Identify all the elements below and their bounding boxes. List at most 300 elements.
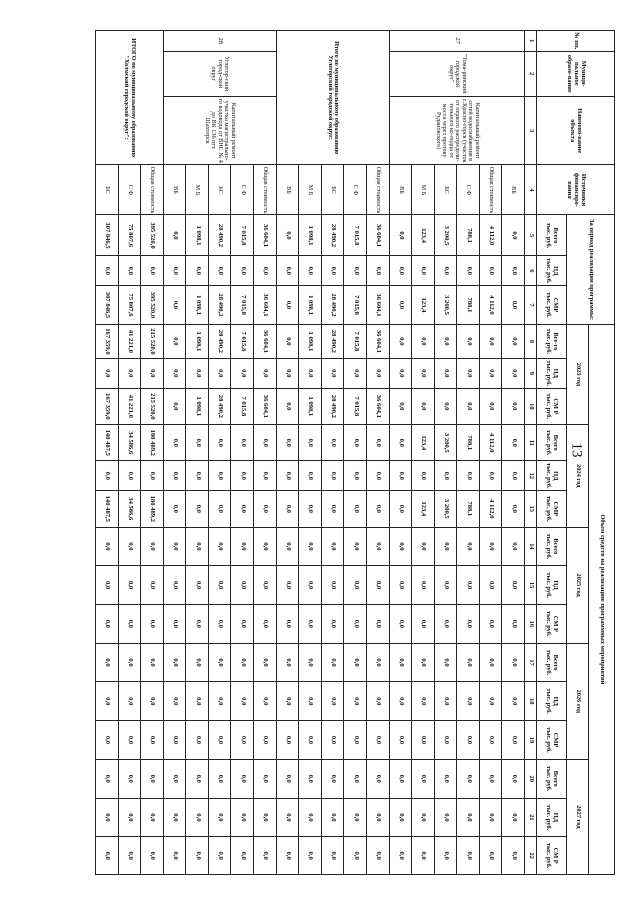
value-cell: 0,0 bbox=[457, 682, 480, 721]
value-cell: 0,0 bbox=[163, 324, 186, 358]
value-cell: 3 200,5 bbox=[434, 215, 457, 256]
source-cell: С Ф bbox=[457, 165, 480, 215]
value-cell: 0,0 bbox=[186, 527, 209, 566]
column-index-cell: 12 bbox=[525, 461, 537, 491]
value-cell: 75 807,6 bbox=[118, 286, 141, 325]
value-cell: 0,0 bbox=[186, 359, 209, 389]
value-cell: 0,0 bbox=[457, 324, 480, 358]
value-cell: 180 489,2 bbox=[141, 425, 164, 461]
value-cell: 0,0 bbox=[96, 527, 119, 566]
value-cell: 0,0 bbox=[344, 527, 367, 566]
value-cell: 0,0 bbox=[276, 256, 299, 286]
column-index-cell: 13 bbox=[525, 491, 537, 527]
value-cell: 7 015,8 bbox=[231, 215, 254, 256]
table-body bbox=[96, 31, 525, 875]
value-cell: 0,0 bbox=[366, 759, 389, 798]
value-cell: 7 015,8 bbox=[231, 388, 254, 424]
column-index-cell: 21 bbox=[525, 798, 537, 837]
column-index-cell: 20 bbox=[525, 759, 537, 798]
value-cell: 0,0 bbox=[412, 256, 435, 286]
value-cell: 0,0 bbox=[163, 604, 186, 643]
sub-smr-header: СМ Р тыс. руб. bbox=[537, 837, 567, 875]
value-cell: 0,0 bbox=[389, 256, 412, 286]
value-cell: 0,0 bbox=[389, 798, 412, 837]
sub-smr-header: СМР тыс. руб. bbox=[537, 286, 567, 325]
column-index-cell: 18 bbox=[525, 682, 537, 721]
value-cell: 0,0 bbox=[254, 837, 277, 875]
value-cell: 0,0 bbox=[208, 491, 231, 527]
column-index-cell: 22 bbox=[525, 837, 537, 875]
value-cell: 0,0 bbox=[479, 359, 502, 389]
value-cell: 0,0 bbox=[299, 425, 322, 461]
value-cell: 0,0 bbox=[412, 643, 435, 682]
value-cell: 215 520,0 bbox=[141, 324, 164, 358]
value-cell: 0,0 bbox=[389, 491, 412, 527]
value-cell: 0,0 bbox=[389, 643, 412, 682]
value-cell: 0,0 bbox=[434, 682, 457, 721]
value-cell: 0,0 bbox=[163, 759, 186, 798]
value-cell: 0,0 bbox=[208, 798, 231, 837]
value-cell: 0,0 bbox=[389, 388, 412, 424]
value-cell: 0,0 bbox=[434, 604, 457, 643]
sub-total-header: Всего тыс. руб. bbox=[537, 527, 567, 566]
value-cell: 0,0 bbox=[96, 643, 119, 682]
value-cell: 3 200,5 bbox=[434, 425, 457, 461]
value-cell: 0,0 bbox=[412, 721, 435, 760]
column-index-cell: 16 bbox=[525, 604, 537, 643]
value-cell: 0,0 bbox=[231, 359, 254, 389]
value-cell: 0,0 bbox=[163, 388, 186, 424]
value-cell: 0,0 bbox=[434, 837, 457, 875]
value-cell: 0,0 bbox=[118, 566, 141, 605]
value-cell: 0,0 bbox=[254, 461, 277, 491]
value-cell: 0,0 bbox=[208, 359, 231, 389]
value-cell: 0,0 bbox=[208, 461, 231, 491]
value-cell: 0,0 bbox=[141, 256, 164, 286]
value-cell: 0,0 bbox=[344, 682, 367, 721]
value-cell: 0,0 bbox=[118, 461, 141, 491]
value-cell: 0,0 bbox=[366, 604, 389, 643]
value-cell: 0,0 bbox=[502, 759, 525, 798]
value-cell: 0,0 bbox=[457, 461, 480, 491]
value-cell: 0,0 bbox=[502, 215, 525, 256]
value-cell: 41 221,0 bbox=[118, 388, 141, 424]
column-index-cell: 14 bbox=[525, 527, 537, 566]
value-cell: 0,0 bbox=[186, 461, 209, 491]
value-cell: 0,0 bbox=[96, 461, 119, 491]
column-index-cell: 3 bbox=[525, 97, 537, 165]
section-total-label: ИТОГО по муниципальному образованию "Холмский городской округ": bbox=[96, 31, 164, 165]
value-cell: 0,0 bbox=[276, 527, 299, 566]
value-cell: 0,0 bbox=[163, 682, 186, 721]
col-source-header: Источники финансиро-вания bbox=[537, 165, 615, 215]
col-object-header: Наимено-вание объекта bbox=[537, 97, 615, 165]
value-cell: 1 098,1 bbox=[186, 388, 209, 424]
value-cell: 0,0 bbox=[321, 837, 344, 875]
value-cell: 0,0 bbox=[208, 256, 231, 286]
value-cell: 0,0 bbox=[118, 837, 141, 875]
value-cell: 0,0 bbox=[254, 359, 277, 389]
value-cell: 0,0 bbox=[344, 566, 367, 605]
value-cell: 307 846,5 bbox=[96, 286, 119, 325]
value-cell: 788,1 bbox=[457, 286, 480, 325]
value-cell: 0,0 bbox=[321, 491, 344, 527]
value-cell: 0,0 bbox=[502, 388, 525, 424]
source-cell: С Ф bbox=[231, 165, 254, 215]
year-2026-header: 2026 год bbox=[567, 643, 589, 759]
value-cell: 0,0 bbox=[457, 643, 480, 682]
column-index-cell: 6 bbox=[525, 256, 537, 286]
value-cell: 0,0 bbox=[299, 798, 322, 837]
value-cell: 0,0 bbox=[366, 461, 389, 491]
table-row bbox=[254, 31, 277, 875]
value-cell: 0,0 bbox=[479, 527, 502, 566]
column-index-cell: 11 bbox=[525, 425, 537, 461]
value-cell: 0,0 bbox=[276, 286, 299, 325]
value-cell: 0,0 bbox=[389, 527, 412, 566]
source-cell: Общая стоимость bbox=[479, 165, 502, 215]
value-cell: 0,0 bbox=[276, 215, 299, 256]
column-index-cell: 5 bbox=[525, 215, 537, 256]
total-period-header: За период реализации программы: bbox=[567, 215, 615, 324]
source-cell: М Б bbox=[412, 165, 435, 215]
value-cell: 0,0 bbox=[299, 256, 322, 286]
sub-pd-header: ПД тыс. руб. bbox=[537, 359, 567, 389]
sub-pd-header: ПД тыс. руб. bbox=[537, 461, 567, 491]
value-cell: 0,0 bbox=[118, 798, 141, 837]
value-cell: 36 604,1 bbox=[366, 286, 389, 325]
value-cell: 0,0 bbox=[186, 643, 209, 682]
col-municipality-header: Муници-пальное образо-вание bbox=[537, 51, 615, 97]
funds-group-header: Объем средств на реализацию программных мероприятий bbox=[589, 324, 615, 874]
value-cell: 28 490,2 bbox=[321, 286, 344, 325]
value-cell: 0,0 bbox=[141, 461, 164, 491]
value-cell: 0,0 bbox=[141, 527, 164, 566]
value-cell: 0,0 bbox=[118, 643, 141, 682]
sub-pd-header: ПД тыс. руб. bbox=[537, 566, 567, 605]
source-cell: ВБ bbox=[502, 165, 525, 215]
value-cell: 0,0 bbox=[186, 566, 209, 605]
value-cell: 788,1 bbox=[457, 425, 480, 461]
value-cell: 0,0 bbox=[299, 461, 322, 491]
source-cell: ВБ bbox=[389, 165, 412, 215]
value-cell: 0,0 bbox=[299, 604, 322, 643]
value-cell: 0,0 bbox=[163, 491, 186, 527]
value-cell: 0,0 bbox=[412, 461, 435, 491]
value-cell: 0,0 bbox=[254, 759, 277, 798]
value-cell: 0,0 bbox=[457, 566, 480, 605]
value-cell: 0,0 bbox=[321, 527, 344, 566]
value-cell: 0,0 bbox=[457, 759, 480, 798]
value-cell: 0,0 bbox=[118, 721, 141, 760]
value-cell: 0,0 bbox=[502, 359, 525, 389]
value-cell: 788,1 bbox=[457, 215, 480, 256]
value-cell: 0,0 bbox=[502, 286, 525, 325]
value-cell: 0,0 bbox=[96, 566, 119, 605]
value-cell: 0,0 bbox=[412, 682, 435, 721]
value-cell: 0,0 bbox=[502, 798, 525, 837]
value-cell: 28 490,2 bbox=[208, 286, 231, 325]
value-cell: 36 604,1 bbox=[254, 286, 277, 325]
value-cell: 0,0 bbox=[208, 643, 231, 682]
value-cell: 0,0 bbox=[299, 643, 322, 682]
value-cell: 41 221,0 bbox=[118, 324, 141, 358]
value-cell: 0,0 bbox=[479, 256, 502, 286]
source-cell: С Ф bbox=[344, 165, 367, 215]
value-cell: 0,0 bbox=[457, 721, 480, 760]
value-cell: 0,0 bbox=[321, 798, 344, 837]
value-cell: 0,0 bbox=[208, 837, 231, 875]
value-cell: 0,0 bbox=[479, 682, 502, 721]
value-cell: 395 520,0 bbox=[141, 286, 164, 325]
value-cell: 0,0 bbox=[96, 682, 119, 721]
value-cell: 0,0 bbox=[412, 798, 435, 837]
sub-total-header: Все-го тыс. руб. bbox=[537, 324, 567, 358]
value-cell: 36 604,1 bbox=[366, 215, 389, 256]
value-cell: 0,0 bbox=[502, 566, 525, 605]
value-cell: 0,0 bbox=[118, 527, 141, 566]
value-cell: 0,0 bbox=[502, 604, 525, 643]
table-row bbox=[366, 31, 389, 875]
value-cell: 1 098,1 bbox=[299, 286, 322, 325]
value-cell: 0,0 bbox=[96, 837, 119, 875]
column-index-cell: 4 bbox=[525, 165, 537, 215]
value-cell: 0,0 bbox=[321, 643, 344, 682]
value-cell: 0,0 bbox=[366, 491, 389, 527]
value-cell: 0,0 bbox=[434, 759, 457, 798]
value-cell: 0,0 bbox=[276, 566, 299, 605]
value-cell: 0,0 bbox=[457, 604, 480, 643]
value-cell: 0,0 bbox=[208, 604, 231, 643]
value-cell: 0,0 bbox=[276, 461, 299, 491]
value-cell: 0,0 bbox=[231, 798, 254, 837]
value-cell: 0,0 bbox=[231, 643, 254, 682]
value-cell: 0,0 bbox=[208, 527, 231, 566]
value-cell: 7 015,8 bbox=[231, 286, 254, 325]
value-cell: 0,0 bbox=[186, 721, 209, 760]
value-cell: 0,0 bbox=[299, 837, 322, 875]
value-cell: 0,0 bbox=[479, 324, 502, 358]
value-cell: 0,0 bbox=[412, 527, 435, 566]
value-cell: 0,0 bbox=[96, 256, 119, 286]
value-cell: 36 604,1 bbox=[366, 388, 389, 424]
value-cell: 0,0 bbox=[96, 359, 119, 389]
value-cell: 0,0 bbox=[141, 643, 164, 682]
value-cell: 0,0 bbox=[163, 837, 186, 875]
value-cell: 0,0 bbox=[231, 721, 254, 760]
sub-pd-header: ПД тыс. руб. bbox=[537, 682, 567, 721]
value-cell: 0,0 bbox=[479, 461, 502, 491]
value-cell: 0,0 bbox=[254, 643, 277, 682]
value-cell: 0,0 bbox=[276, 491, 299, 527]
value-cell: 0,0 bbox=[389, 461, 412, 491]
value-cell: 0,0 bbox=[321, 759, 344, 798]
value-cell: 307 846,5 bbox=[96, 215, 119, 256]
source-cell: Общая стоимость bbox=[141, 165, 164, 215]
value-cell: 0,0 bbox=[299, 359, 322, 389]
municipality-cell: "Тома-ринский городской округ" bbox=[389, 51, 524, 97]
value-cell: 0,0 bbox=[479, 566, 502, 605]
sub-smr-header: СМ Р тыс. руб. bbox=[537, 388, 567, 424]
column-index-cell: 8 bbox=[525, 324, 537, 358]
value-cell: 0,0 bbox=[276, 721, 299, 760]
value-cell: 0,0 bbox=[479, 604, 502, 643]
value-cell: 34 586,6 bbox=[118, 491, 141, 527]
source-cell: БС bbox=[96, 165, 119, 215]
value-cell: 0,0 bbox=[208, 682, 231, 721]
value-cell: 0,0 bbox=[231, 759, 254, 798]
year-2025-header: 2025 год bbox=[567, 527, 589, 643]
value-cell: 0,0 bbox=[344, 256, 367, 286]
budget-table bbox=[95, 30, 615, 875]
value-cell: 0,0 bbox=[254, 798, 277, 837]
value-cell: 0,0 bbox=[366, 682, 389, 721]
value-cell: 0,0 bbox=[96, 759, 119, 798]
value-cell: 0,0 bbox=[231, 604, 254, 643]
value-cell: 0,0 bbox=[412, 759, 435, 798]
value-cell: 0,0 bbox=[434, 256, 457, 286]
value-cell: 167 359,0 bbox=[96, 388, 119, 424]
value-cell: 3 200,5 bbox=[434, 491, 457, 527]
value-cell: 7 015,8 bbox=[344, 388, 367, 424]
source-cell: С Ф bbox=[118, 165, 141, 215]
value-cell: 0,0 bbox=[186, 837, 209, 875]
value-cell: 0,0 bbox=[389, 837, 412, 875]
value-cell: 1 098,1 bbox=[299, 215, 322, 256]
value-cell: 28 490,2 bbox=[208, 388, 231, 424]
value-cell: 0,0 bbox=[163, 461, 186, 491]
value-cell: 0,0 bbox=[321, 461, 344, 491]
value-cell: 0,0 bbox=[321, 256, 344, 286]
column-index-cell: 10 bbox=[525, 388, 537, 424]
source-cell: БС bbox=[321, 165, 344, 215]
value-cell: 0,0 bbox=[96, 721, 119, 760]
value-cell: 0,0 bbox=[276, 604, 299, 643]
value-cell: 0,0 bbox=[321, 604, 344, 643]
value-cell: 0,0 bbox=[479, 388, 502, 424]
table-row bbox=[502, 31, 525, 875]
value-cell: 0,0 bbox=[141, 604, 164, 643]
value-cell: 0,0 bbox=[389, 721, 412, 760]
year-2027-header: 2027 год bbox=[567, 759, 589, 874]
value-cell: 123,4 bbox=[412, 491, 435, 527]
value-cell: 0,0 bbox=[502, 461, 525, 491]
value-cell: 0,0 bbox=[434, 527, 457, 566]
source-cell: Общая стоимость bbox=[254, 165, 277, 215]
value-cell: 0,0 bbox=[389, 604, 412, 643]
value-cell: 0,0 bbox=[366, 256, 389, 286]
value-cell: 0,0 bbox=[457, 388, 480, 424]
value-cell: 0,0 bbox=[254, 527, 277, 566]
column-index-cell: 9 bbox=[525, 359, 537, 389]
value-cell: 0,0 bbox=[412, 566, 435, 605]
value-cell: 4 112,0 bbox=[479, 425, 502, 461]
value-cell: 0,0 bbox=[502, 256, 525, 286]
value-cell: 0,0 bbox=[299, 682, 322, 721]
row-number: 27 bbox=[389, 31, 524, 52]
value-cell: 36 604,1 bbox=[254, 215, 277, 256]
value-cell: 0,0 bbox=[231, 682, 254, 721]
value-cell: 0,0 bbox=[457, 798, 480, 837]
sub-total-header: Всего тыс. руб. bbox=[537, 643, 567, 682]
value-cell: 0,0 bbox=[186, 798, 209, 837]
value-cell: 7 015,8 bbox=[344, 286, 367, 325]
column-index-cell: 15 bbox=[525, 566, 537, 605]
object-name-cell: Капитальный ремонт сетей водоснабжения в с.Красно-горск (участок от первого распредели-тельного ко-лодца от моста через протоку Рудановского) bbox=[389, 97, 524, 165]
value-cell: 0,0 bbox=[434, 643, 457, 682]
value-cell: 0,0 bbox=[276, 324, 299, 358]
value-cell: 0,0 bbox=[299, 527, 322, 566]
value-cell: 0,0 bbox=[502, 682, 525, 721]
value-cell: 0,0 bbox=[389, 566, 412, 605]
value-cell: 0,0 bbox=[434, 359, 457, 389]
column-index-cell: 17 bbox=[525, 643, 537, 682]
value-cell: 0,0 bbox=[96, 604, 119, 643]
value-cell: 0,0 bbox=[366, 527, 389, 566]
value-cell: 0,0 bbox=[502, 491, 525, 527]
value-cell: 0,0 bbox=[276, 682, 299, 721]
value-cell: 0,0 bbox=[366, 643, 389, 682]
value-cell: 36 604,1 bbox=[254, 324, 277, 358]
value-cell: 0,0 bbox=[141, 798, 164, 837]
value-cell: 0,0 bbox=[344, 643, 367, 682]
value-cell: 0,0 bbox=[434, 566, 457, 605]
value-cell: 123,4 bbox=[412, 286, 435, 325]
col-num-header: № пп. bbox=[537, 31, 615, 52]
value-cell: 0,0 bbox=[434, 388, 457, 424]
value-cell: 0,0 bbox=[254, 604, 277, 643]
value-cell: 0,0 bbox=[208, 721, 231, 760]
value-cell: 0,0 bbox=[479, 643, 502, 682]
year-2024-header: 2024 год bbox=[567, 425, 589, 527]
value-cell: 0,0 bbox=[502, 721, 525, 760]
object-name-cell: Капитальный ремонт участка магистрально-го водовода от ВНС № 4 до ВК 136 пгт. Шахтерск bbox=[163, 97, 276, 165]
value-cell: 788,1 bbox=[457, 491, 480, 527]
value-cell: 0,0 bbox=[344, 425, 367, 461]
value-cell: 0,0 bbox=[186, 682, 209, 721]
value-cell: 0,0 bbox=[299, 721, 322, 760]
value-cell: 0,0 bbox=[141, 721, 164, 760]
value-cell: 0,0 bbox=[186, 604, 209, 643]
value-cell: 0,0 bbox=[254, 425, 277, 461]
value-cell: 0,0 bbox=[231, 461, 254, 491]
value-cell: 36 604,1 bbox=[254, 388, 277, 424]
value-cell: 34 586,6 bbox=[118, 425, 141, 461]
value-cell: 0,0 bbox=[254, 491, 277, 527]
value-cell: 0,0 bbox=[344, 798, 367, 837]
column-index-cell: 1 bbox=[525, 31, 537, 52]
value-cell: 28 490,2 bbox=[208, 215, 231, 256]
source-cell: БС bbox=[434, 165, 457, 215]
value-cell: 0,0 bbox=[366, 837, 389, 875]
value-cell: 0,0 bbox=[141, 682, 164, 721]
value-cell: 0,0 bbox=[299, 759, 322, 798]
value-cell: 0,0 bbox=[502, 527, 525, 566]
value-cell: 1 098,1 bbox=[186, 286, 209, 325]
value-cell: 28 490,2 bbox=[321, 388, 344, 424]
value-cell: 0,0 bbox=[479, 759, 502, 798]
value-cell: 395 520,0 bbox=[141, 215, 164, 256]
value-cell: 0,0 bbox=[321, 721, 344, 760]
value-cell: 0,0 bbox=[434, 461, 457, 491]
column-index-cell: 7 bbox=[525, 286, 537, 325]
value-cell: 0,0 bbox=[163, 527, 186, 566]
value-cell: 0,0 bbox=[389, 425, 412, 461]
source-cell: ВБ bbox=[163, 165, 186, 215]
value-cell: 28 490,2 bbox=[321, 324, 344, 358]
value-cell: 0,0 bbox=[276, 359, 299, 389]
value-cell: 0,0 bbox=[118, 604, 141, 643]
